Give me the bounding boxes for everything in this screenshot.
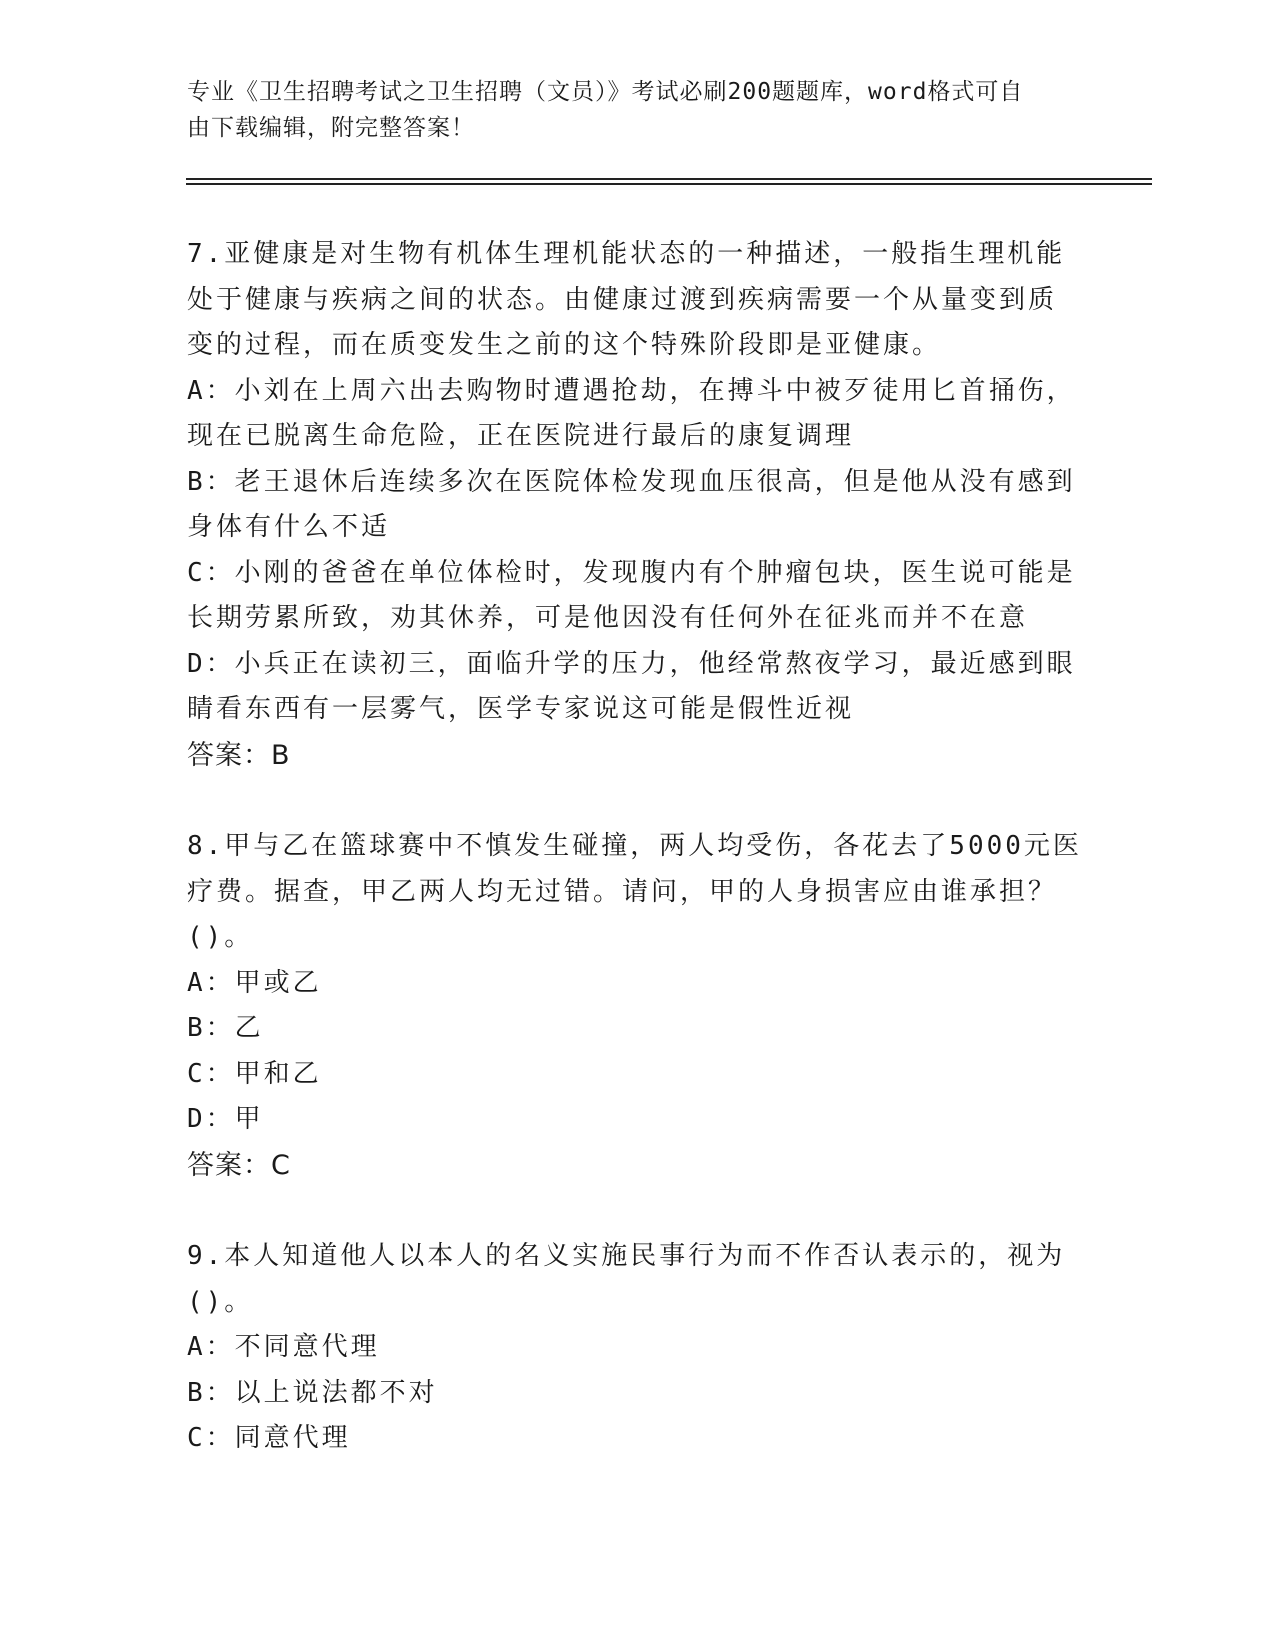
header-line-1: 专业《卫生招聘考试之卫生招聘（文员）》考试必刷200题题库，word格式可自 xyxy=(187,79,1024,105)
header-rule-bottom xyxy=(186,183,1152,185)
option-b-line: B：乙 xyxy=(187,1013,264,1043)
question-stem-line: 疗费。据查，甲乙两人均无过错。请问，甲的人身损害应由谁承担？ xyxy=(187,876,1058,907)
option-d-line: D：小兵正在读初三，面临升学的压力，他经常熬夜学习，最近感到眼 xyxy=(187,648,1076,679)
question-stem-line: ()。 xyxy=(187,1286,254,1317)
option-c-line: 长期劳累所致，劝其休养，可是他因没有任何外在征兆而并不在意 xyxy=(187,603,1029,633)
option-c-line: C：同意代理 xyxy=(187,1423,351,1453)
question-list xyxy=(187,232,1087,1462)
option-b-line: B：老王退休后连续多次在医院体检发现血压很高，但是他从没有感到 xyxy=(187,466,1076,497)
option-c-line: C：甲和乙 xyxy=(187,1058,322,1089)
option-b-line: B：以上说法都不对 xyxy=(187,1377,438,1408)
question-stem-line: 处于健康与疾病之间的状态。由健康过渡到疾病需要一个从量变到质 xyxy=(187,284,1058,315)
option-d-line: 睛看东西有一层雾气，医学专家说这可能是假性近视 xyxy=(187,694,855,724)
document-header xyxy=(187,74,1067,146)
option-a-line: A：甲或乙 xyxy=(187,967,322,998)
question-stem-line: ()。 xyxy=(187,922,254,952)
answer-label: 答案：B xyxy=(187,739,291,771)
option-a-line: 现在已脱离生命危险，正在医院进行最后的康复调理 xyxy=(187,421,855,451)
question-stem-line: 变的过程，而在质变发生之前的这个特殊阶段即是亚健康。 xyxy=(187,330,942,360)
option-d-line: D：甲 xyxy=(187,1104,264,1134)
header-rule-top xyxy=(186,178,1152,180)
option-a-line: A：不同意代理 xyxy=(187,1332,380,1362)
option-c-line: C：小刚的爸爸在单位体检时，发现腹内有个肿瘤包块，医生说可能是 xyxy=(187,557,1076,588)
question-stem-line: 9.本人知道他人以本人的名义实施民事行为而不作否认表示的，视为 xyxy=(187,1241,1066,1271)
question-8 xyxy=(187,824,1087,1188)
question-spacer xyxy=(187,778,1087,824)
question-9 xyxy=(187,1234,1087,1462)
option-b-line: 身体有什么不适 xyxy=(187,512,391,542)
question-stem-line: 7.亚健康是对生物有机体生理机能状态的一种描述，一般指生理机能 xyxy=(187,239,1066,269)
answer-label: 答案：C xyxy=(187,1149,291,1181)
header-line-2: 由下载编辑，附完整答案！ xyxy=(187,115,475,141)
question-spacer xyxy=(187,1188,1087,1234)
question-stem-line: 8.甲与乙在篮球赛中不慎发生碰撞，两人均受伤，各花去了5000元医 xyxy=(187,831,1082,861)
question-7 xyxy=(187,232,1087,778)
option-a-line: A：小刘在上周六出去购物时遭遇抢劫，在搏斗中被歹徒用匕首捅伤， xyxy=(187,375,1076,406)
